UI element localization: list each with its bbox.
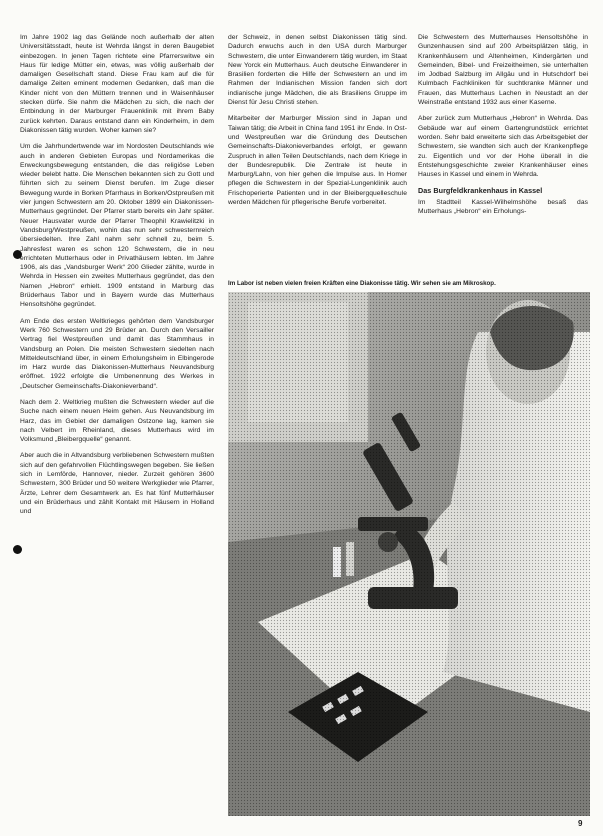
paragraph: Nach dem 2. Weltkrieg mußten die Schwestern wieder auf die Suche nach einem neuen Heim gehen. Aus Neuvandsburg im Harz, das im Gebiet der damaligen Ostzone lag, kamen sie nach Velbert im Rheinland, dieses Mutterhaus wird im Volksmund „Bleibergquelle“ genannt. [20,398,214,444]
punch-hole [13,545,22,554]
microscope-scene [228,292,590,816]
text-column-1 [20,33,214,524]
paragraph: Mitarbeiter der Marburger Mission sind in Japan und Taiwan tätig; die Arbeit in China fand 1951 ihr Ende. In Ost- und Westpreußen war die Gründung des Deutschen Gemeinschafts-Diakonieverbandes erfolgt, er gewann Zuspruch in allen Teilen Deutschlands, nach dem Kriege in der Bundesrepublik. Die Zentrale ist heute in Marburg/Lahn, von hier gehen die Impulse aus. In Homer pflegen die Schwestern in der Spezial-Lungenklinik auch Frischoperierte Patienten und in der Bleibergquelleschule werden Mädchen für pflegerische Berufe vorbereitet. [228,115,407,207]
paragraph: Aber zurück zum Mutterhaus „Hebron“ in Wehrda. Das Gebäude war auf einem Gartengrundstück errichtet worden. Sehr bald erweiterte sich das Arbeitsgebiet der Schwestern, sie wandten sich auch der Krankenpflege zu. Eigentlich und vor der Hohe überall in die Entstehungsgeschichte zweier Krankenhäuser eines Hauses in Kassel und einem in Wehrda. [418,115,588,179]
section-heading: Das Burgfeldkrankenhaus in Kassel [418,186,543,196]
paragraph: Am Ende des ersten Weltkrieges gehörten dem Vandsburger Werk 760 Schwestern und 29 Brüder an. Durch den Versailler Vertrag fiel Westpreußen und damit das Stammhaus in Vandsburg an Polen. Die meisten Schwestern siedelten nach Mitteldeutschland über, in einem Erholungsheim in Elbingerode im Harz wurde das Diakonissen-Mutterhaus Neuvandsburg eröffnet. 1922 erfolgte die Umbenennung des Werkes in „Deutscher Gemeinschafts-Diakonieverband“. [20,317,214,390]
text-column-2 [228,33,407,214]
paragraph: der Schweiz, in denen selbst Diakonissen tätig sind. Dadurch erwuchs auch in den USA durch Marburger Schwestern, die unter Einwanderern tätig wurden, im Staat New Yorck ein Mutterhaus. Auch deutsche Einwanderer in Brasilien forderten die Hilfe der Schwestern an und im Rahmen der Indianischen Mission fanden sich dort indianische junge Mädchen, die als Brasiliens Gruppe im Dienst für Jesu Christi stehen. [228,34,407,107]
paragraph: Im Jahre 1902 lag das Gelände noch außerhalb der alten Universitätsstadt, heute ist Wehrda längst in deren Baugebiet einbezogen. In jenen Tagen richtete eine Pfarrerswitwe ein Haus für ledige Mütter ein, etwas, was völlig außerhalb der damaligen Gesellschaft stand. Diese Frau kam auf die für damalige Zeiten eminent modernen Gedanken, daß man die Kinder nicht von den Müttern trennen und in Waisenhäuser stecken dürfe. Sie nahm die Mädchen zu sich, die nach der Entbindung in der Marburger Frauenklinik mit ihrem Baby zurück kehrten. Daraus entstand dann ein Kinderheim, in dem Diakonissen tätig wurden. Woher kamen sie? [20,34,214,134]
paragraph: Die Schwestern des Mutterhauses Hensoltshöhe in Gunzenhausen sind auf 200 Arbeitsplätzen tätig, in Krankenhäusern und Altenheimen, Kindergärten und Gemeinden, Bibel- und Freizeitheimen, sie unterhalten im Jodbad Salzburg im Allgäu und in Hutschdorf bei Kulmbach Fachkliniken für suchtkranke Männer und Frauen, das Mutterhaus Lachen in Neustadt an der Weinstraße entstand 1932 aus einer Kaserne. [418,34,588,107]
paragraph: Im Stadtteil Kassel-Wilhelmshöhe besaß das Mutterhaus „Hebron“ ein Erholungs- [418,198,588,216]
paragraph: Um die Jahrhundertwende war im Nordosten Deutschlands wie auch in anderen Gebieten Europas und Nordamerikas die Erweckungsbewegung entstanden, die das religiöse Leben wieder belebt hatte. Die Menschen bekannten sich zu Gott und führten sich zu seinem Dienst berufen. Im Zuge dieser Bewegung wurde in Borken Pfarrhaus in Borken/Ostpreußen mit vier jungen Schwestern am 20. Oktober 1899 ein Diakonissen-Mutterhaus gegründet. Der Pfarrer starb bereits ein Jahr später. Neuer Hausvater wurde der Pfarrer Theophil Krawielitzki in Vandsburg/Westpreußen, wohin das nun sehr schwesternreich übersiedelten. Ihre Zahl nahm sehr schnell zu, beim 5. Jahresfest waren es schon 120 Schwestern, die in neu errichteten Mutterhaus oder in Privathäusern lebten. Im Jahre 1906, als das „Vandsburger Werk“ 200 Glieder zählte, wurde in Wehrda in Hessen ein zweites Mutterhaus gegründet, das den Namen „Hebron“ erhielt. 1909 entstand in Marburg das Brüderhaus Tabor und in Bayern wurde das Mutterhaus Hensoltshöhe gegründet. [20,143,214,309]
text-column-3 [418,33,588,223]
laboratory-photo [228,292,590,816]
page-number: 9 [578,819,583,828]
photo-caption: Im Labor ist neben vielen freien Kräften eine Diakonisse tätig. Wir sehen sie am Mikroskop. [228,280,496,287]
paragraph: Aber auch die in Altvandsburg verbliebenen Schwestern mußten sich auf den gefahrvollen Flüchtlingswegen begeben. Sie ließen sich in Lemförde, Hannover, nieder. Zurzeit gehören 3600 Schwestern, 300 Brüder und 50 weitere Werkglieder wie Pfarrer, Ärzte, Lehrer dem Gesamtwerk an. Es hat fünf Mutterhäuser und ein Brüderhaus und zählt Kontakt mit Häusern in Holland und [20,452,214,516]
